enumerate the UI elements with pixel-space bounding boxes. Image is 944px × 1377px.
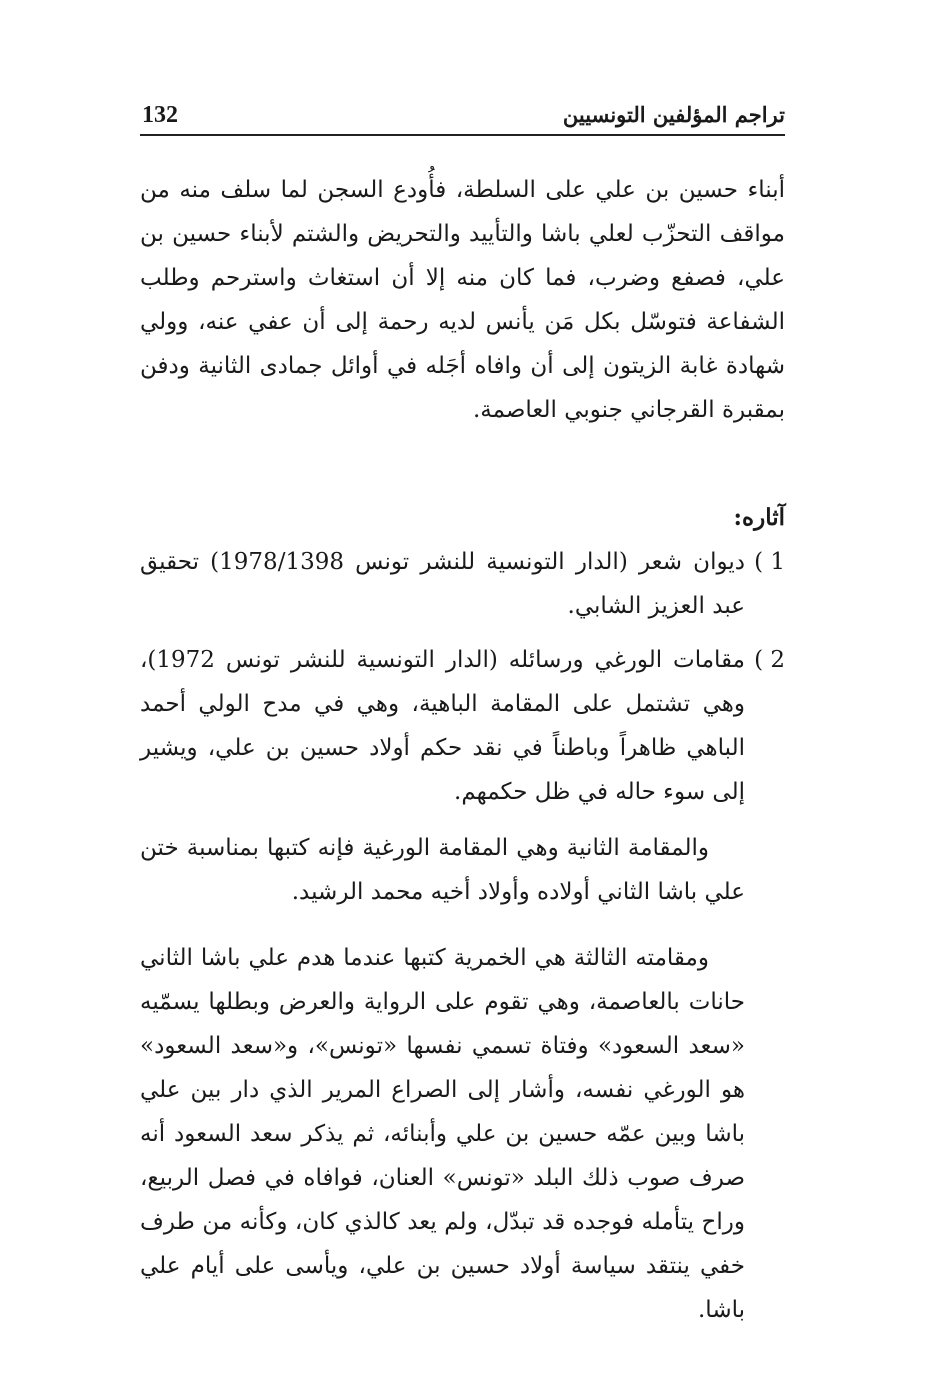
- section-heading-works: آثاره:: [733, 504, 785, 531]
- sub-paragraph-second-maqama: والمقامة الثانية وهي المقامة الورغية فإنه كتبها بمناسبة ختن علي باشا الثاني أولاده وأولاد أخيه محمد الرشيد.: [140, 835, 745, 905]
- works-list-item-1: [140, 540, 785, 628]
- list-item-number: 2 ): [754, 647, 785, 673]
- page-number: 132: [142, 102, 178, 128]
- list-item-number: 1 ): [754, 549, 785, 575]
- page-header: [140, 98, 785, 136]
- sub-paragraph-third-maqama: ومقامته الثالثة هي الخمرية كتبها عندما هدم علي باشا الثاني حانات بالعاصمة، وهي تقوم على الرواية والعرض وبطلها يسمّيه «سعد السعود» وفتاة تسمي نفسها «تونس»، و«سعد السعود» هو الورغي نفسه، وأشار إلى الصراع المرير الذي دار بين علي باشا وبين عمّه حسين بن علي وأبنائه، ثم يذكر سعد السعود أنه صرف صوب ذلك البلد «تونس» العنان، فوافاه في فصل الربيع، وراح يتأمله فوجده قد تبدّل، ولم يعد كالذي كان، وكأنه من طرف خفي ينتقد سياسة أولاد حسين بن علي، ويأسى على أيام علي باشا.: [140, 945, 745, 1323]
- list-item-text: ديوان شعر (الدار التونسية للنشر تونس 1978/1398) تحقيق عبد العزيز الشابي.: [140, 549, 745, 619]
- intro-paragraph: أبناء حسين بن علي على السلطة، فأُودع السجن لما سلف منه من مواقف التحزّب لعلي باشا والتأييد والتحريض والشتم لأبناء حسين بن علي، فصفع وضرب، فما كان منه إلا أن استغاث واسترحم وطلب الشفاعة فتوسّل بكل مَن يأنس لديه رحمة إلى أن عفي عنه، وولي شهادة غابة الزيتون إلى أن وافاه أجَله في أوائل جمادى الثانية ودفن بمقبرة القرجاني جنوبي العاصمة.: [140, 177, 785, 423]
- list-item-text: مقامات الورغي ورسائله (الدار التونسية للنشر تونس 1972)، وهي تشتمل على المقامة الباهية، وهي في مدح الولي أحمد الباهي ظاهراً وباطناً في نقد حكم أولاد حسين بن علي، ويشير إلى سوء حاله في ظل حكمهم.: [140, 647, 745, 805]
- running-title: تراجم المؤلفين التونسيين: [562, 102, 785, 127]
- page-body: [140, 168, 785, 1332]
- works-list-item-2: [140, 638, 785, 814]
